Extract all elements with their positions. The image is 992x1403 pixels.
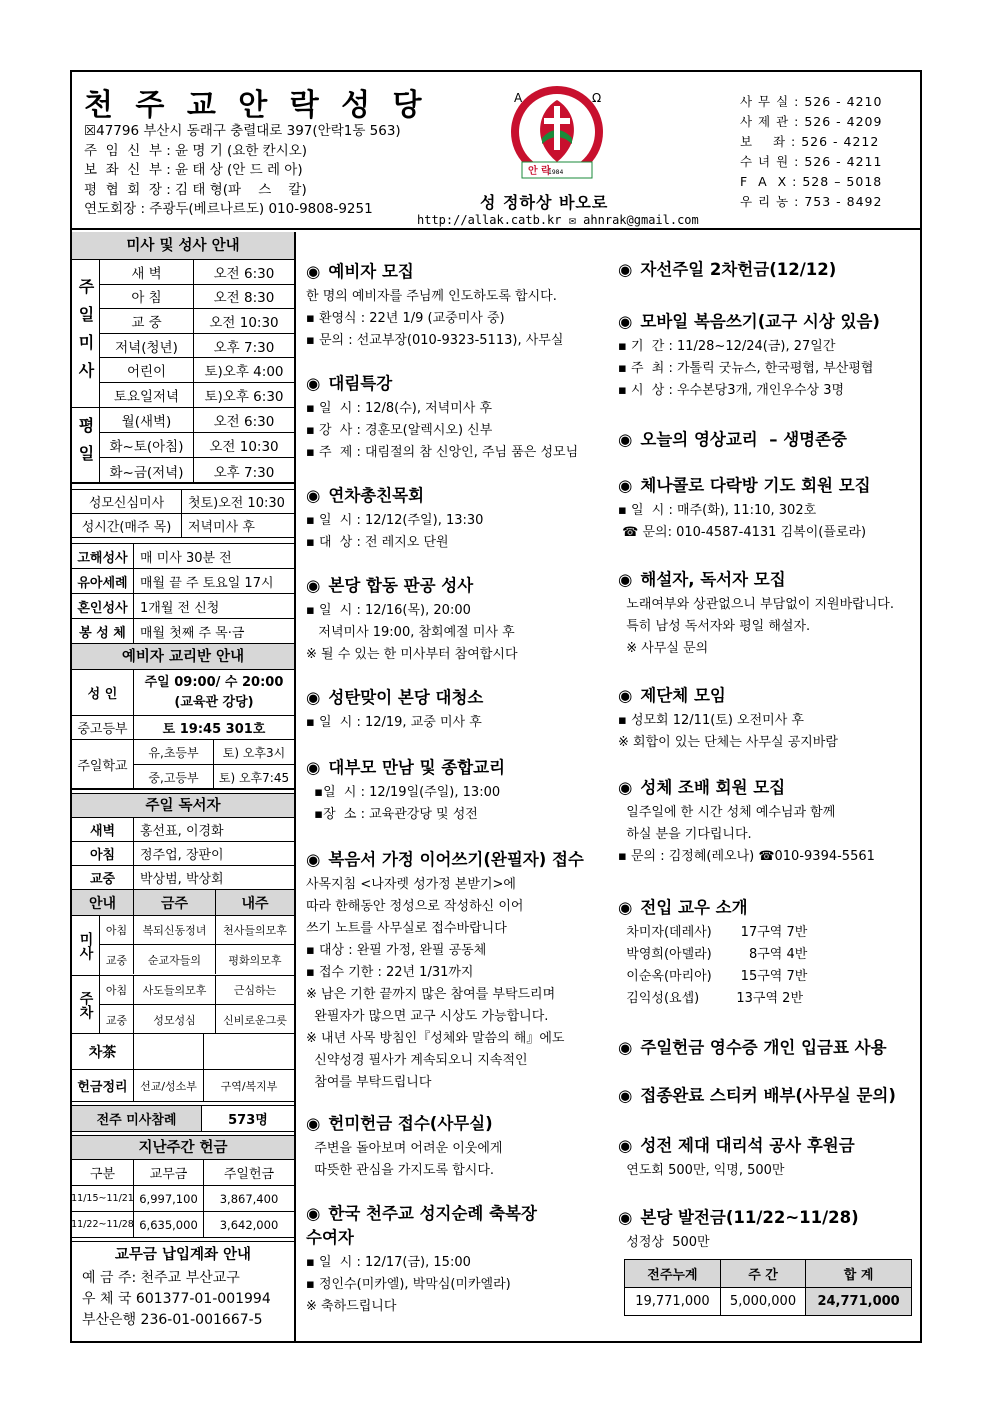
money-row: 11/15~11/21 6,997,100 3,867,400 <box>72 1186 294 1212</box>
phone-line: 보 좌 : 526 - 4212 <box>740 134 880 149</box>
account-line: 우 체 국 601377-01-001994 <box>82 1291 271 1307</box>
account-list <box>72 1268 294 1331</box>
sunday-school: 주일학교 유,초등부 토) 오후3시 중,고등부 토) 오후7:45 <box>72 740 294 790</box>
notice-body: 차미자(데레사) 17구역 7반 박영희(아델라) 8구역 4반 이순옥(마리아) 15구역 7반 김익성(요셉) 13구역 2반 <box>626 925 808 1006</box>
bullet-icon: ◉ <box>306 850 321 869</box>
duty-row: 교중 성모성심 신비로운그릇 <box>100 1005 294 1034</box>
logo-omega: Ω <box>592 91 602 105</box>
notice-title: ◉ 복음서 가정 이어쓰기(완필자) 접수 <box>306 848 606 872</box>
notice-section <box>618 258 918 284</box>
duty-row: 아침 복되신동정녀 천사들의모후 <box>100 916 294 945</box>
bullet-icon: ◉ <box>306 1204 321 1223</box>
bullet-icon: ◉ <box>306 576 321 595</box>
notice-body: ▪ 일 시 : 12/19, 교중 미사 후 <box>306 715 482 730</box>
notice-section <box>618 1134 918 1182</box>
catechumen-title: 예비자 교리반 안내 <box>72 644 294 670</box>
notice-title: ◉ 성전 제대 대리석 공사 후원금 <box>618 1134 918 1158</box>
phone-list <box>740 92 882 212</box>
bullet-icon: ◉ <box>618 260 633 279</box>
notice-title: ◉ 대부모 만남 및 종합교리 <box>306 756 606 780</box>
notice-section <box>618 474 918 544</box>
bullet-icon: ◉ <box>618 1208 633 1227</box>
notice-title: ◉ 접종완료 스티커 배부(사무실 문의) <box>618 1084 918 1108</box>
youth-class: 중고등부 토 19:45 301호 <box>72 716 294 740</box>
attendance-row: 전주 미사참례 573명 <box>72 1106 294 1132</box>
notice-body: 사목지침 <나자렛 성가정 본받기>에 따라 한해동안 정성으로 작성하신 이어 쓰기 노트를 사무실로 접수바랍니다 ▪ 대상 : 완필 가정, 완필 공동체 ▪ 접수 기한 : 22년 1/31까지 ※ 남은 기한 끝까지 많은 참여를 부탁드리며 완필자가 많으면 교구 시상도 가능합니다. ※ 내년 사목 방침인『성체와 말씀의 해』에도 신약성경 필사가 계속되오니 지속적인 참여를 부탁드립니다 <box>306 877 565 1090</box>
development-fund-table: 전주누계 주 간 합 계 19,771,000 5,000,000 24,771,000 <box>624 1259 912 1316</box>
sunday-mass-block <box>72 260 294 408</box>
notice-title: ◉ 제단체 모임 <box>618 684 918 708</box>
schedule-row: 어린이 토)오후 4:00 <box>100 358 294 383</box>
notice-title: ◉ 헌미헌금 접수(사무실) <box>306 1112 606 1136</box>
account-line: 예 금 주: 천주교 부산교구 <box>82 1270 240 1286</box>
bullet-icon: ◉ <box>618 778 633 797</box>
notice-body: ▪ 일 시 : 12/12(주일), 13:30 ▪ 대 상 : 전 레지오 단원 <box>306 513 484 550</box>
sunday-label: 주일미사 <box>72 260 100 407</box>
account-title: 교무금 납입계좌 안내 <box>114 1247 252 1263</box>
notice-title: ◉ 오늘의 영상교리 – 생명존중 <box>618 428 918 452</box>
notice-section <box>306 1202 606 1318</box>
phone-line: 사 제 관 : 526 - 4209 <box>740 114 883 129</box>
notice-body: ▪ 일 시 : 12/17(금), 15:00 ▪ 정인수(미카엘), 박막심(미카엘라) ※ 축하드립니다 <box>306 1255 511 1314</box>
bullet-icon: ◉ <box>618 312 633 331</box>
schedule-row: 교 중 오전 10:30 <box>100 309 294 334</box>
duty-row: 교중 순교자들의 평화의모후 <box>100 945 294 974</box>
notice-body: ▪ 성모회 12/11(토) 오전미사 후 ※ 회합이 있는 단체는 사무실 공지바람 <box>618 713 838 750</box>
phone-line: 사 무 실 : 526 - 4210 <box>740 94 883 109</box>
notice-title: ◉ 연차총친목회 <box>306 484 606 508</box>
phone-line: 우 리 농 : 753 - 8492 <box>740 194 883 209</box>
school-row: 중,고등부 토) 오후7:45 <box>134 765 294 790</box>
yeondo-president: 연도회장 : 주광두(베르나르도) 010-9808-9251 <box>84 201 373 217</box>
notice-title: ◉ 모바일 복음쓰기(교구 시상 있음) <box>618 310 918 334</box>
notice-title: ◉ 대림특강 <box>306 372 606 396</box>
parish-title: 천 주 교 안 락 성 당 <box>84 88 428 123</box>
schedule-row: 저녁(청년) 오후 7:30 <box>100 334 294 359</box>
notice-body: 노래여부와 상관없으니 부담없이 지원바랍니다. 특히 남성 독서자와 평일 해설자. ※ 사무실 문의 <box>626 597 894 656</box>
bullet-icon: ◉ <box>618 898 633 917</box>
notice-body: 일주일에 한 시간 성체 예수님과 함께 하실 분을 기다립니다. ▪ 문의 : 김정혜(레오나) ☎010-9394-5561 <box>618 805 875 864</box>
notice-title: ◉ 전입 교우 소개 <box>618 896 918 920</box>
bullet-icon: ◉ <box>618 476 633 495</box>
notice-body: ▪ 일 시 : 12/16(목), 20:00 저녁미사 19:00, 참회예절 미사 후 ※ 될 수 있는 한 미사부터 참여합시다 <box>306 603 518 662</box>
schedule-row: 새 벽 오전 6:30 <box>100 260 294 285</box>
notice-title: ◉ 주일헌금 영수증 개인 입금표 사용 <box>618 1036 918 1060</box>
mass-schedule-title: 미사 및 성사 안내 <box>72 232 294 260</box>
header <box>72 72 920 230</box>
notice-body: 주변을 돌아보며 어려운 이웃에게 따뜻한 관심을 가지도록 합시다. <box>314 1141 503 1178</box>
info-row: 유아세례 매월 끝 주 토요일 17시 <box>72 569 294 594</box>
left-column <box>72 232 296 1343</box>
duty-header: 안내 금주 내주 <box>72 890 294 916</box>
last-week-title: 지난주간 헌금 <box>72 1136 294 1160</box>
schedule-row: 화~토(아침) 오전 10:30 <box>100 433 294 458</box>
notice-section <box>306 260 606 352</box>
notice-title: ◉ 본당 발전금(11/22~11/28) <box>618 1206 918 1230</box>
bullet-icon: ◉ <box>306 758 321 777</box>
notice-title: ◉ 한국 천주교 성지순례 축복장 수여자 <box>306 1204 537 1247</box>
info-row: 성시간(매주 목) 저녁미사 후 <box>72 514 294 538</box>
notice-section <box>306 756 606 826</box>
tea-row: 차茶 <box>72 1034 294 1070</box>
notice-section <box>618 776 918 868</box>
bullet-icon: ◉ <box>306 262 321 281</box>
notice-body: ▪ 기 간 : 11/28~12/24(금), 27일간 ▪ 주 최 : 가톨릭 굿뉴스, 한국평협, 부산평협 ▪ 시 상 : 우수본당3개, 개인우수상 3명 <box>618 339 874 398</box>
notice-section <box>618 1036 918 1062</box>
notice-section <box>306 372 606 464</box>
info-row: 새벽 홍선표, 이경화 <box>72 818 294 842</box>
notice-section <box>618 1084 918 1110</box>
weekday-mass-block <box>72 408 294 484</box>
notice-section <box>306 686 606 734</box>
info-row: 혼인성사 1개월 전 신청 <box>72 594 294 619</box>
website-email[interactable]: http://allak.catb.kr ✉ ahnrak@gmail.com <box>417 213 699 227</box>
notice-section <box>618 1206 918 1254</box>
phone-line: 수 녀 원 : 526 - 4211 <box>740 154 883 169</box>
notice-section <box>306 484 606 554</box>
bullet-icon: ◉ <box>618 1038 633 1057</box>
bullet-icon: ◉ <box>618 430 633 449</box>
notice-body: ▪ 일 시 : 12/8(수), 저녁미사 후 ▪ 강 사 : 경훈모(알렉시오) 신부 ▪ 주 제 : 대림절의 참 신앙인, 주님 품은 성모님 <box>306 401 579 460</box>
address: ☒47796 부산시 동래구 충렬대로 397(안락1동 563) <box>84 123 401 139</box>
logo-text: 안 락 <box>528 166 551 177</box>
bullet-icon: ◉ <box>306 486 321 505</box>
notice-section <box>618 428 918 454</box>
council-president: 평 협 회 장 : 김 태 형(파 스 칼) <box>84 181 307 198</box>
bullet-icon: ◉ <box>618 686 633 705</box>
school-row: 유,초등부 토) 오후3시 <box>134 740 294 765</box>
logo-year: 1984 <box>548 169 564 176</box>
notice-title: ◉ 성탄맞이 본당 대청소 <box>306 686 606 710</box>
info-row: 성모신심미사 첫토)오전 10:30 <box>72 490 294 514</box>
bullet-icon: ◉ <box>306 1114 321 1133</box>
bullet-icon: ◉ <box>618 1136 633 1155</box>
schedule-row: 아 침 오전 8:30 <box>100 285 294 310</box>
offering-row: 헌금정리 선교/성소부 구역/복지부 <box>72 1070 294 1102</box>
address-block <box>84 122 401 220</box>
money-header: 구분 교무금 주일헌금 <box>72 1160 294 1186</box>
bullet-icon: ◉ <box>618 570 633 589</box>
duty-row: 아침 사도들의모후 근심하는 <box>100 976 294 1005</box>
duty-parking: 주차 아침 사도들의모후 근심하는 교중 성모성심 신비로운그릇 <box>72 976 294 1034</box>
parish-logo <box>502 82 612 186</box>
schedule-row: 월(새벽) 오전 6:30 <box>100 408 294 433</box>
notice-title: ◉ 본당 합동 판공 성사 <box>306 574 606 598</box>
logo-alpha: A <box>514 91 523 105</box>
notice-title: ◉ 체나콜로 다락방 기도 회원 모집 <box>618 474 918 498</box>
notice-section <box>618 568 918 660</box>
info-row: 아침 정주업, 장판이 <box>72 842 294 866</box>
account-line: 부산은행 236-01-001667-5 <box>82 1312 263 1328</box>
notice-section <box>618 896 918 1010</box>
patron-saint: 성 정하상 바오로 <box>480 193 609 212</box>
notice-title: ◉ 해설자, 독서자 모집 <box>618 568 918 592</box>
notice-body: 성정상 500만 <box>618 1235 710 1250</box>
notice-title: ◉ 자선주일 2차헌금(12/12) <box>618 258 918 282</box>
pastor: 주 임 신 부 : 윤 명 기 (요한 칸시오) <box>84 142 308 159</box>
notice-section <box>618 310 918 402</box>
bullet-icon: ◉ <box>618 1086 633 1105</box>
bullet-icon: ◉ <box>306 374 321 393</box>
schedule-row: 토요일저녁 토)오후 6:30 <box>100 383 294 408</box>
schedule-row: 화~금(저녁) 오후 7:30 <box>100 458 294 483</box>
notice-body: 한 명의 예비자를 주님께 인도하도록 합시다. ▪ 환영식 : 22년 1/9 (교중미사 중) ▪ 문의 : 선교부장(010-9323-5113), 사무실 <box>306 289 564 348</box>
reader-title: 주일 독서자 <box>72 794 294 818</box>
notice-body: ▪ 일 시 : 매주(화), 11:10, 302호 ☎ 문의: 010-4587-4131 김복이(플로라) <box>618 503 867 540</box>
money-row: 11/22~11/28 6,635,000 3,642,000 <box>72 1212 294 1238</box>
notice-title: ◉ 성체 조배 회원 모집 <box>618 776 918 800</box>
notice-section <box>306 1112 606 1182</box>
duty-mass: 미사 아침 복되신동정녀 천사들의모후 교중 순교자들의 평화의모후 <box>72 916 294 976</box>
notice-section <box>306 848 606 1094</box>
notice-section <box>306 574 606 666</box>
notice-body: ▪일 시 : 12/19일(주일), 13:00 ▪장 소 : 교육관강당 및 성전 <box>314 785 501 822</box>
notice-body: 연도회 500만, 익명, 500만 <box>618 1163 785 1178</box>
phone-line: F A X : 528 – 5018 <box>740 174 883 189</box>
adult-class: 성 인 주일 09:00/ 수 20:00 (교육관 강당) <box>72 670 294 716</box>
assistant-priest: 보 좌 신 부 : 윤 태 상 (안 드 레 아) <box>84 162 303 178</box>
info-row: 교중 박상범, 박상회 <box>72 866 294 890</box>
info-row: 봉 성 체 매월 첫째 주 목·금 <box>72 619 294 644</box>
weekday-label: 평일 <box>72 408 100 482</box>
notice-section <box>618 684 918 754</box>
notice-title: ◉ 예비자 모집 <box>306 260 606 284</box>
info-row: 고해성사 매 미사 30분 전 <box>72 544 294 569</box>
bullet-icon: ◉ <box>306 688 321 707</box>
